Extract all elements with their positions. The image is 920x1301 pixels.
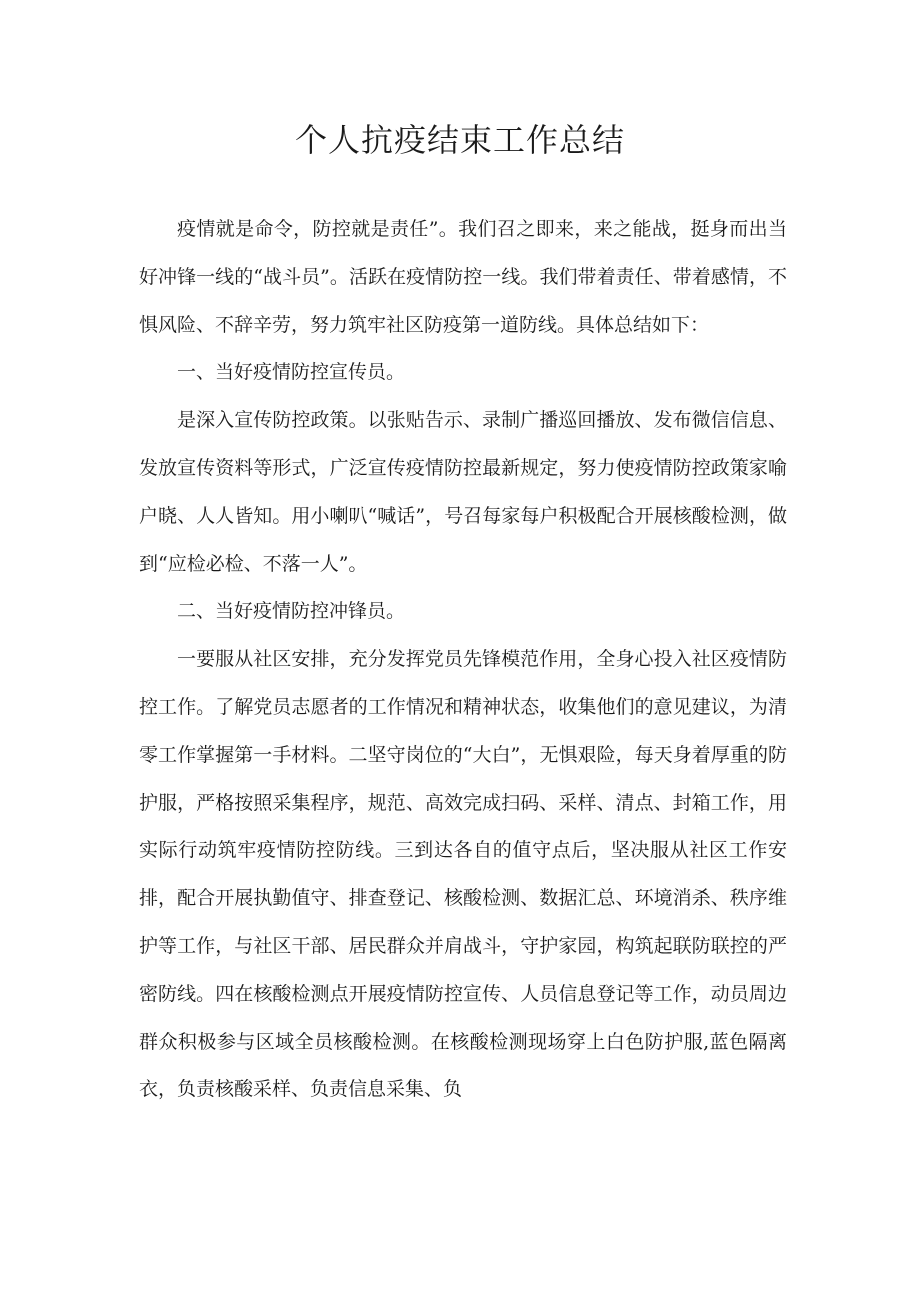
document-title: 个人抗疫结束工作总结 (294, 121, 625, 159)
paragraph-intro: 疫情就是命令，防控就是责任”。我们召之即来，来之能战，挺身而出当好冲锋一线的“战斗员”。活跃在疫情防控一线。我们带着责任、带着感情，不惧风险、不辞辛劳，努力筑牢社区防疫第一道防线。具体总结如下： (139, 218, 787, 336)
paragraph-frontline: 一要服从社区安排，充分发挥党员先锋模范作用，全身心投入社区疫情防控工作。了解党员志愿者的工作情况和精神状态，收集他们的意见建议，为清零工作掌握第一手材料。二坚守岗位的“大白”，无惧艰险，每天身着厚重的防护服，严格按照采集程序，规范、高效完成扫码、采样、清点、封箱工作，用实际行动筑牢疫情防控防线。三到达各自的值守点后，坚决服从社区工作安排，配合开展执勤值守、排查登记、核酸检测、数据汇总、环境消杀、秩序维护等工作，与社区干部、居民群众并肩战斗，守护家园，构筑起联防联控的严密防线。四在核酸检测点开展疫情防控宣传、人员信息登记等工作，动员周边群众积极参与区域全员核酸检测。在核酸检测现场穿上白色防护服,蓝色隔离衣，负责核酸采样、负责信息采集、负 (139, 648, 787, 1101)
document-body (139, 206, 787, 1114)
section-heading-2: 二、当好疫情防控冲锋员。 (177, 600, 406, 623)
section-heading-1: 一、当好疫情防控宣传员。 (177, 361, 406, 384)
paragraph-publicity: 是深入宣传防控政策。以张贴告示、录制广播巡回播放、发布微信信息、发放宣传资料等形式，广泛宣传疫情防控最新规定，努力使疫情防控政策家喻户晓、人人皆知。用小喇叭“喊话”，号召每家每户积极配合开展核酸检测，做到“应检必检、不落一人”。 (139, 409, 787, 575)
